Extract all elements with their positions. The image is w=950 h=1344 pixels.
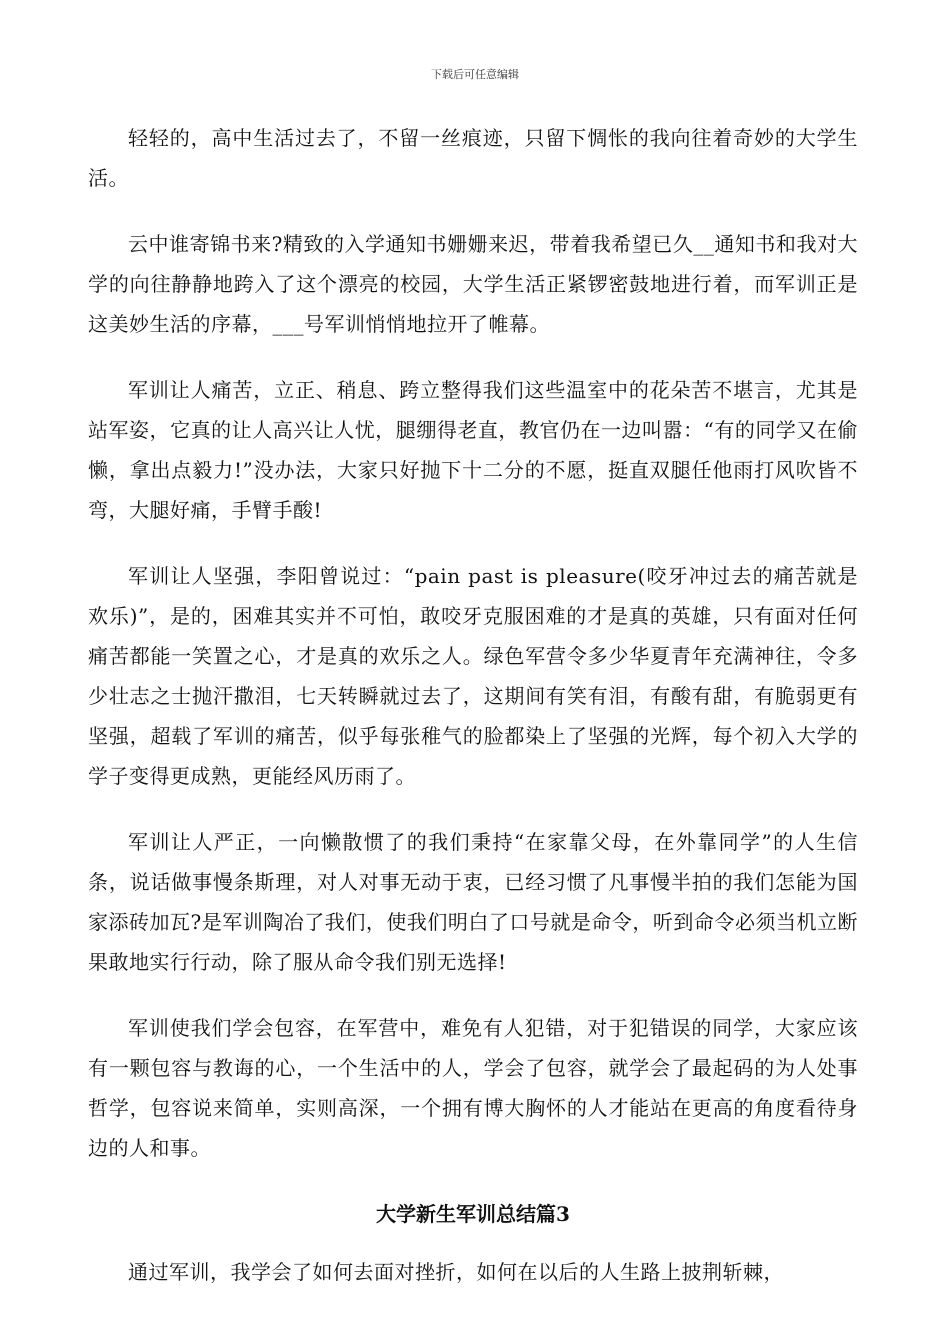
section-heading: 大学新生军训总结篇3 — [376, 1202, 570, 1226]
paragraph-discipline: 军训让人严正，一向懒散惯了的我们秉持“在家靠父母，在外靠同学”的人生信条，说话做事慢条斯理，对人对事无动于衷，已经习惯了凡事慢半拍的我们怎能为国家添砖加瓦?是军训陶冶了我们，使我们明白了口号就是命令，听到命令必须当机立断果敢地实行行动，除了服从命令我们别无选择! — [88, 830, 858, 974]
paragraph-admission: 云中谁寄锦书来?精致的入学通知书姗姗来迟，带着我希望已久__通知书和我对大学的向往静静地跨入了这个漂亮的校园，大学生活正紧锣密鼓地进行着，而军训正是这美妙生活的序幕，___号军训悄悄地拉开了帷幕。 — [88, 232, 858, 336]
paragraph-section-start: 通过军训，我学会了如何去面对挫折，如何在以后的人生路上披荆斩棘， — [128, 1260, 784, 1284]
paragraph-strength: 军训让人坚强，李阳曾说过：“pain past is pleasure(咬牙冲过去的痛苦就是欢乐)”，是的，困难其实并不可怕，敢咬牙克服困难的才是真的英雄，只有面对任何痛苦都能一笑置之心，才是真的欢乐之人。绿色军营令多少华夏青年充满神往，令多少壮志之士抛汗撒泪，七天转瞬就过去了，这期间有笑有泪，有酸有甜，有脆弱更有坚强，超载了军训的痛苦，似乎每张稚气的脸都染上了坚强的光辉，每个初入大学的学子变得更成熟，更能经风历雨了。 — [88, 564, 858, 788]
page-header: 下载后可任意编辑 — [431, 68, 519, 81]
document-body — [88, 118, 858, 1318]
paragraph-intro: 轻轻的，高中生活过去了，不留一丝痕迹，只留下惆怅的我向往着奇妙的大学生活。 — [88, 126, 858, 190]
paragraph-pain: 军训让人痛苦，立正、稍息、跨立整得我们这些温室中的花朵苦不堪言，尤其是站军姿，它真的让人高兴让人忧，腿绷得老直，教官仍在一边叫嚣：“有的同学又在偷懒，拿出点毅力!”没办法，大家只好抛下十二分的不愿，挺直双腿任他雨打风吹皆不弯，大腿好痛，手臂手酸! — [88, 378, 858, 522]
paragraph-tolerance: 军训使我们学会包容，在军营中，难免有人犯错，对于犯错误的同学，大家应该有一颗包容与教诲的心，一个生活中的人，学会了包容，就学会了最起码的为人处事哲学，包容说来简单，实则高深，一个拥有博大胸怀的人才能站在更高的角度看待身边的人和事。 — [88, 1016, 858, 1160]
